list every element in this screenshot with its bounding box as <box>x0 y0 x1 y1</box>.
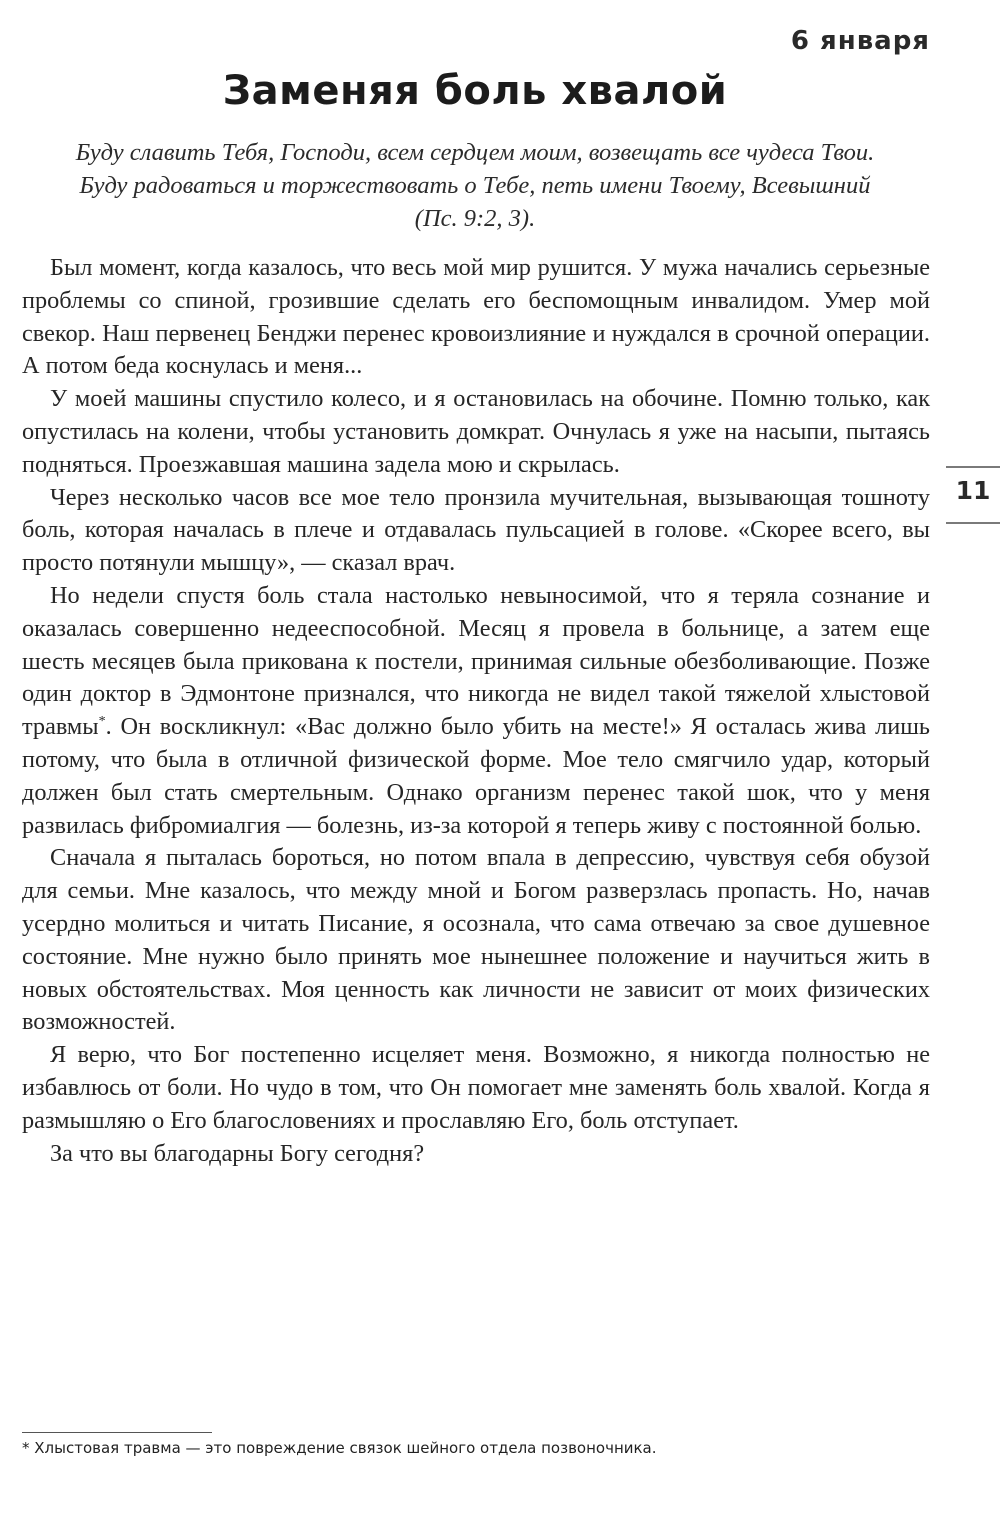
epigraph-line-1: Буду славить Тебя, Господи, всем сердцем моим, возвещать все чудеса Твои. <box>75 139 875 166</box>
footnote: * Хлыстовая травма — это повреждение связок шейного отдела позвоночника. <box>22 1439 657 1457</box>
footnote-divider <box>22 1432 212 1433</box>
epigraph <box>20 136 930 235</box>
epigraph-reference: (Пс. 9:2, 3). <box>414 205 536 232</box>
epigraph-line-2: Буду радоваться и торжествовать о Тебе, петь имени Твоему, Всевышний <box>79 172 871 199</box>
footnote-marker: * <box>98 714 106 730</box>
closing-question: За что вы благодарны Богу сегодня? <box>50 1139 425 1167</box>
date-header: 6 января <box>790 26 930 56</box>
page-number-rule-top <box>946 466 1000 468</box>
page-number-rule-bottom <box>946 522 1000 524</box>
paragraph-6: Я верю, что Бог постепенно исцеляет меня. Возможно, я никогда полностью не избавлюсь от боли. Но чудо в том, что Он помогает мне заменять боль хвалой. Когда я размышляю о Его благословениях и прославляю Его, боль отступает. <box>22 1041 930 1134</box>
paragraph-3: Через несколько часов все мое тело пронзила мучительная, вызывающая тошноту боль, которая началась в плече и отдавалась пульсацией в голове. «Скорее всего, вы просто потянули мышцу», — сказал врач. <box>22 483 930 577</box>
page-number: 11 <box>955 476 991 505</box>
paragraph-4-text-after: . Он воскликнул: «Вас должно было убить на месте!» Я осталась жива лишь потому, что была в отличной физической форме. Мое тело смягчило удар, который должен был стать смертельным. Однако организм перенес такой шок, что у меня развилась фибромиалгия — болезнь, из-за которой я теперь живу с постоянной болью. <box>22 713 930 839</box>
paragraph-1: Был момент, когда казалось, что весь мой мир рушится. У мужа начались серьезные проблемы со спиной, грозившие сделать его беспомощным инвалидом. Умер мой свекор. Наш первенец Бенджи перенес кровоизлияние и нуждался в срочной операции. А потом беда коснулась и меня... <box>22 254 930 380</box>
paragraph-4 <box>22 580 930 842</box>
paragraph-5: Сначала я пыталась бороться, но потом впала в депрессию, чувствуя себя обузой для семьи. Мне казалось, что между мной и Богом разверзлась пропасть. Но, начав усердно молиться и читать Писание, я осознала, что сама отвечаю за свое душевное состояние. Мне нужно было принять мое нынешнее положение и научиться жить в новых обстоятельствах. Моя ценность как личности не зависит от моих физических возможностей. <box>22 844 930 1036</box>
page-title: Заменяя боль хвалой <box>222 68 728 114</box>
article-body <box>22 252 930 1170</box>
paragraph-4-text-before: Но недели спустя боль стала настолько невыносимой, что я теряла сознание и оказалась совершенно недееспособной. Месяц я провела в больнице, а затем еще шесть месяцев была прикована к постели, принимая сильные обезболивающие. Позже один доктор в Эдмонтоне признался, что никогда не видел такой тяжелой хлыстовой травмы <box>22 581 930 741</box>
page-number-tab <box>946 462 1000 528</box>
paragraph-2: У моей машины спустило колесо, и я остановилась на обочине. Помню только, как опустилась на колени, чтобы установить домкрат. Очнулась я уже на насыпи, пытаясь подняться. Проезжавшая машина задела мою и скрылась. <box>22 385 930 478</box>
